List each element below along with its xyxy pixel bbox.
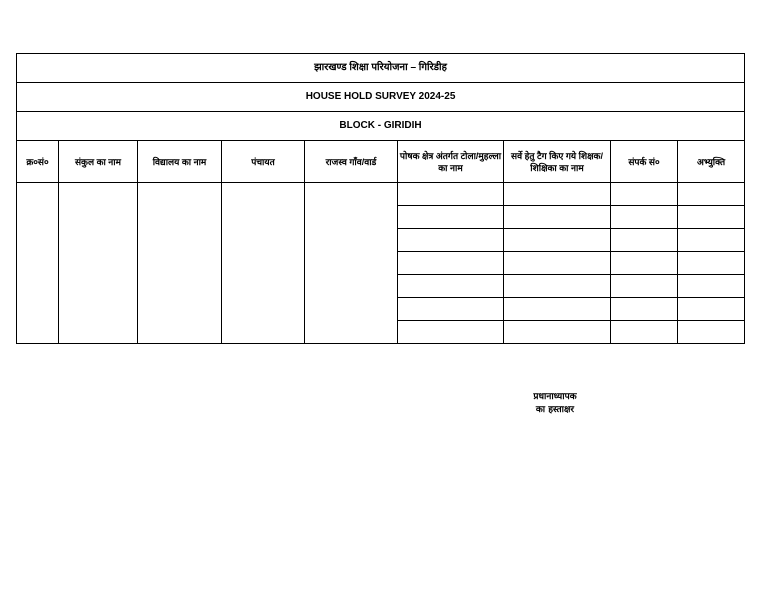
column-header-tola: पोषक क्षेत्र अंतर्गत टोला/मुहल्ला का नाम <box>398 141 504 183</box>
cell-remarks[interactable] <box>678 252 745 275</box>
cell-contact[interactable] <box>611 321 678 344</box>
cell-school[interactable] <box>138 183 222 344</box>
cell-teacher[interactable] <box>504 229 611 252</box>
column-header-village-ward: राजस्व गाँव/वार्ड <box>305 141 398 183</box>
cell-contact[interactable] <box>611 275 678 298</box>
cell-teacher[interactable] <box>504 275 611 298</box>
cell-teacher[interactable] <box>504 321 611 344</box>
survey-table <box>16 53 745 344</box>
column-header-remarks: अभ्युक्ति <box>678 141 745 183</box>
signature-block <box>512 391 598 417</box>
cell-contact[interactable] <box>611 229 678 252</box>
column-header-serial: क्र०सं० <box>17 141 59 183</box>
cell-tola[interactable] <box>398 321 504 344</box>
block-title: BLOCK - GIRIDIH <box>17 112 745 141</box>
cell-tola[interactable] <box>398 229 504 252</box>
cell-remarks[interactable] <box>678 206 745 229</box>
cell-teacher[interactable] <box>504 206 611 229</box>
signature-title: प्रधानाध्यापक <box>533 392 577 402</box>
cell-teacher[interactable] <box>504 183 611 206</box>
column-header-school: विद्यालय का नाम <box>138 141 222 183</box>
cell-serial[interactable] <box>17 183 59 344</box>
cell-tola[interactable] <box>398 206 504 229</box>
cell-remarks[interactable] <box>678 183 745 206</box>
cell-contact[interactable] <box>611 206 678 229</box>
cell-remarks[interactable] <box>678 275 745 298</box>
cell-contact[interactable] <box>611 298 678 321</box>
column-header-contact: संपर्क सं० <box>611 141 678 183</box>
cell-village-ward[interactable] <box>305 183 398 344</box>
cell-tola[interactable] <box>398 275 504 298</box>
signature-caption: का हस्ताक्षर <box>535 405 575 415</box>
column-header-teacher: सर्वे हेतु टैग किए गये शिक्षक/शिक्षिका का नाम <box>504 141 611 183</box>
cell-panchayat[interactable] <box>222 183 305 344</box>
cell-tola[interactable] <box>398 183 504 206</box>
cell-tola[interactable] <box>398 252 504 275</box>
column-header-cluster: संकुल का नाम <box>59 141 138 183</box>
document-title: झारखण्ड शिक्षा परियोजना – गिरिडीह <box>17 54 745 83</box>
column-header-panchayat: पंचायत <box>222 141 305 183</box>
cell-tola[interactable] <box>398 298 504 321</box>
cell-remarks[interactable] <box>678 229 745 252</box>
survey-title: HOUSE HOLD SURVEY 2024-25 <box>17 83 745 112</box>
cell-contact[interactable] <box>611 252 678 275</box>
cell-cluster[interactable] <box>59 183 138 344</box>
cell-teacher[interactable] <box>504 252 611 275</box>
cell-remarks[interactable] <box>678 321 745 344</box>
cell-remarks[interactable] <box>678 298 745 321</box>
table-row <box>17 183 745 206</box>
cell-contact[interactable] <box>611 183 678 206</box>
cell-teacher[interactable] <box>504 298 611 321</box>
